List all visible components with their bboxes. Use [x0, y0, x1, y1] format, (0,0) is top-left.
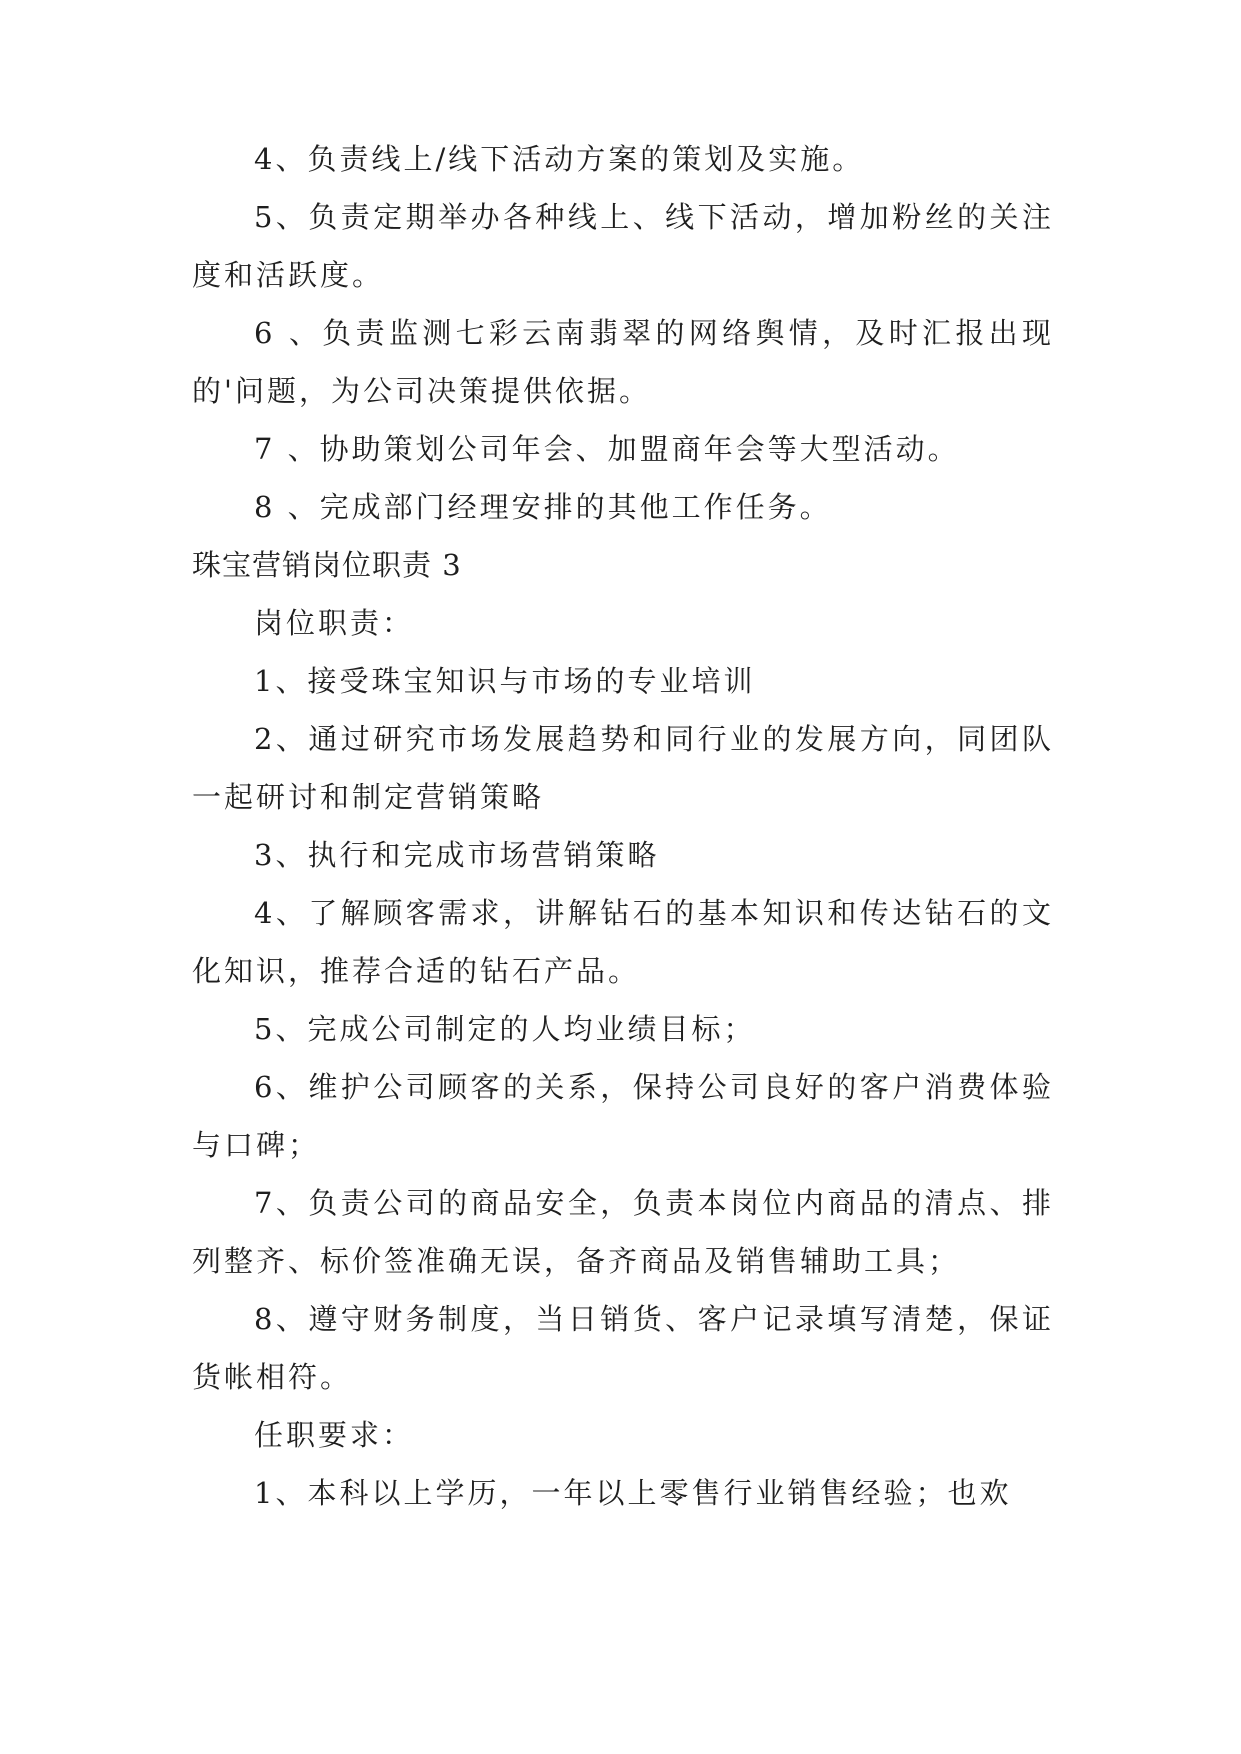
paragraph-item-6: 6、维护公司顾客的关系，保持公司良好的客户消费体验与口碑； [192, 1070, 1054, 1162]
paragraph-item-7: 7、负责公司的商品安全，负责本岗位内商品的清点、排列整齐、标价签准确无误，备齐商品及销售辅助工具； [192, 1186, 1054, 1278]
section-heading: 珠宝营销岗位职责 3 [192, 548, 462, 582]
paragraph-item-4: 4、了解顾客需求，讲解钻石的基本知识和传达钻石的文化知识，推荐合适的钻石产品。 [192, 896, 1054, 988]
subheading-requirements: 任职要求： [254, 1418, 415, 1452]
subheading-duties: 岗位职责： [254, 606, 415, 640]
paragraph-duty-7: 7 、协助策划公司年会、加盟商年会等大型活动。 [254, 432, 960, 466]
paragraph-item-8: 8、遵守财务制度，当日销货、客户记录填写清楚，保证货帐相符。 [192, 1302, 1054, 1394]
paragraph-duty-6: 6 、负责监测七彩云南翡翠的网络舆情，及时汇报出现的'问题，为公司决策提供依据。 [192, 316, 1054, 408]
paragraph-item-2: 2、通过研究市场发展趋势和同行业的发展方向，同团队一起研讨和制定营销策略 [192, 722, 1054, 814]
paragraph-duty-4: 4、负责线上/线下活动方案的策划及实施。 [254, 142, 865, 176]
paragraph-duty-8: 8 、完成部门经理安排的其他工作任务。 [254, 490, 832, 524]
paragraph-item-5: 5、完成公司制定的人均业绩目标； [254, 1012, 756, 1046]
document-page [192, 130, 1054, 1522]
paragraph-item-1: 1、接受珠宝知识与市场的专业培训 [254, 664, 756, 698]
paragraph-item-3: 3、执行和完成市场营销策略 [254, 838, 660, 872]
paragraph-requirement-1: 1、本科以上学历，一年以上零售行业销售经验；也欢 [254, 1476, 1012, 1510]
paragraph-duty-5: 5、负责定期举办各种线上、线下活动，增加粉丝的关注度和活跃度。 [192, 200, 1054, 292]
